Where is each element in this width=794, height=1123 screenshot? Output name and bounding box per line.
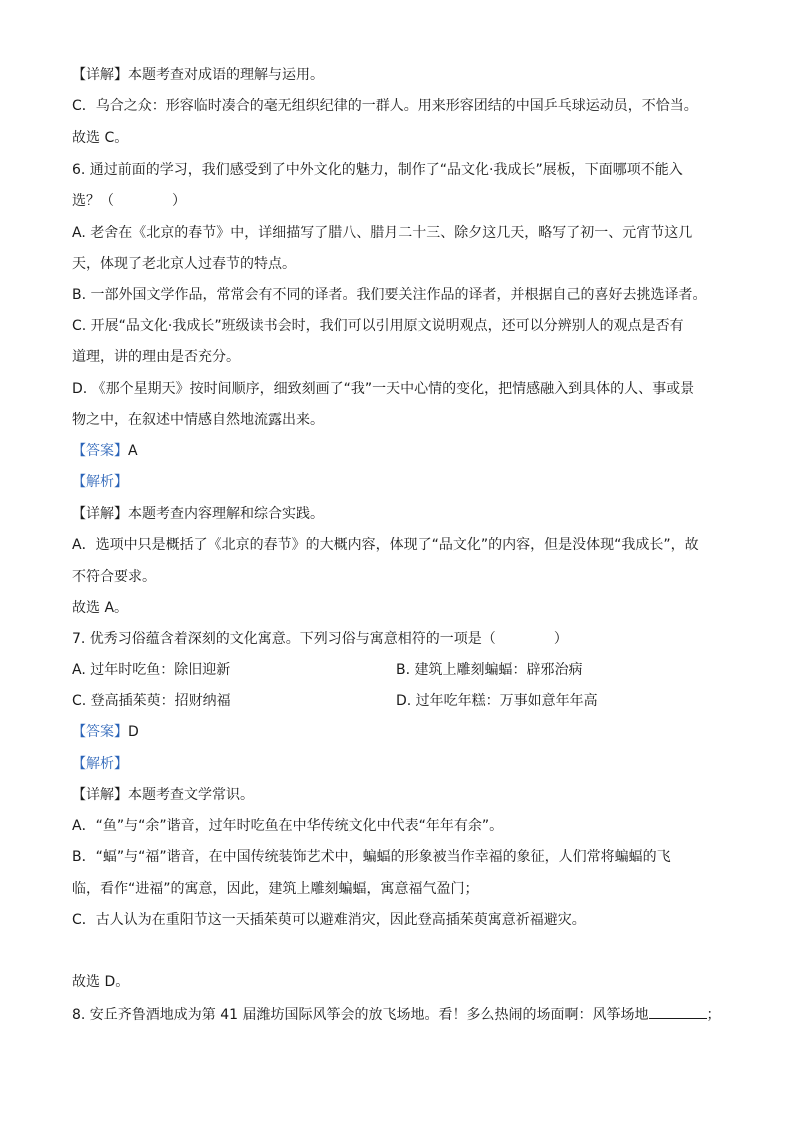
detail-tag: 【详解】 (72, 787, 128, 803)
answer-value: D (128, 724, 139, 740)
question-8-punct: ； (706, 1007, 721, 1023)
answer-tag: 【答案】 (72, 724, 128, 740)
option-c-line-2: 道理，讲的理由是否充分。 (72, 349, 240, 365)
question-7-options-row-2 (72, 692, 722, 710)
option-c-line-1: C. 开展“品文化·我成长”班级读书会时，我们可以引用原文说明观点，还可以分辨别人的观点是否有 (72, 318, 684, 334)
explanation-7-c: C．古人认为在重阳节这一天插茱萸可以避难消灾，因此登高插茱萸寓意祈福避灾。 (72, 912, 586, 928)
detail-line-7 (72, 786, 722, 804)
detail-text: 本题考查文学常识。 (128, 787, 254, 803)
question-8-stem (72, 1004, 722, 1024)
question-6-stem-cont (72, 192, 722, 210)
answer-tag: 【答案】 (72, 443, 128, 459)
question-7-stem (72, 630, 722, 648)
option-b: B. 一部外国文学作品，常常会有不同的译者。我们要关注作品的译者，并根据自己的喜好去挑选译者。 (72, 287, 707, 303)
detail-text: 本题考查内容理解和综合实践。 (128, 506, 324, 522)
detail-line-6 (72, 505, 722, 523)
detail-line-1 (72, 66, 722, 84)
question-8-text: 8. 安丘齐鲁酒地成为第 41 届潍坊国际风筝会的放飞场地。看！多么热闹的场面啊：风筝场地 (72, 1007, 649, 1023)
explanation-7-a: A．“鱼”与“余”谐音，过年时吃鱼在中华传统文化中代表“年年有余”。 (72, 818, 504, 834)
question-6-stem: 6. 通过前面的学习，我们感受到了中外文化的魅力，制作了“品文化·我成长”展板，下面哪项不能入 (72, 162, 683, 178)
answer-line-6 (72, 442, 722, 460)
question-6-paren-open: 选？（ (72, 193, 114, 209)
question-7-paren-close: ） (553, 631, 568, 647)
question-7-options-row-1 (72, 661, 722, 679)
option-b: B. 建筑上雕刻蝙蝠：辟邪治病 (396, 662, 583, 678)
option-a-line-2: 天，体现了老北京人过春节的特点。 (72, 256, 296, 272)
detail-tag: 【详解】 (72, 67, 128, 83)
choice-conclusion-7: 故选 D。 (72, 974, 130, 990)
explanation-6-line-2: 不符合要求。 (72, 569, 156, 585)
question-6-paren-close: ） (172, 193, 186, 209)
option-a: A. 过年时吃鱼：除旧迎新 (72, 662, 231, 678)
option-c: C. 登高插茱萸：招财纳福 (72, 693, 231, 709)
choice-conclusion-6: 故选 A。 (72, 600, 129, 616)
choice-conclusion: 故选 C。 (72, 130, 129, 146)
option-d-line-2: 物之中，在叙述中情感自然地流露出来。 (72, 412, 324, 428)
explanation-c: C．乌合之众：形容临时凑合的毫无组织纪律的一群人。用来形容团结的中国乒乓球运动员，不恰当。 (72, 98, 698, 114)
option-d-line-1: D. 《那个星期天》按时间顺序，细致刻画了“我”一天中心情的变化，把情感融入到具体的人、事或景 (72, 381, 695, 397)
answer-value: A (128, 443, 138, 459)
explanation-7-b-line-2: 临，看作“进福”的寓意，因此，建筑上雕刻蝙蝠，寓意福气盈门； (72, 881, 479, 897)
detail-tag: 【详解】 (72, 506, 128, 522)
question-7-text: 7. 优秀习俗蕴含着深刻的文化寓意。下列习俗与寓意相符的一项是（ (72, 631, 496, 647)
answer-line-7 (72, 723, 722, 741)
detail-text: 本题考查对成语的理解与运用。 (128, 67, 324, 83)
explanation-6-line-1: A．选项中只是概括了《北京的春节》的大概内容，体现了“品文化”的内容，但是没体现“我成长”，故 (72, 537, 699, 553)
option-a-line-1: A. 老舍在《北京的春节》中，详细描写了腊八、腊月二十三、除夕这几天，略写了初一、元宵节这几 (72, 225, 693, 241)
analysis-tag: 【解析】 (72, 474, 128, 490)
option-d: D. 过年吃年糕：万事如意年年高 (396, 693, 598, 709)
explanation-7-b-line-1: B．“蝠”与“福”谐音，在中国传统装饰艺术中，蝙蝠的形象被当作幸福的象征，人们常将蝙蝠的飞 (72, 849, 671, 865)
fill-in-blank[interactable] (649, 1004, 707, 1019)
analysis-tag: 【解析】 (72, 756, 128, 772)
